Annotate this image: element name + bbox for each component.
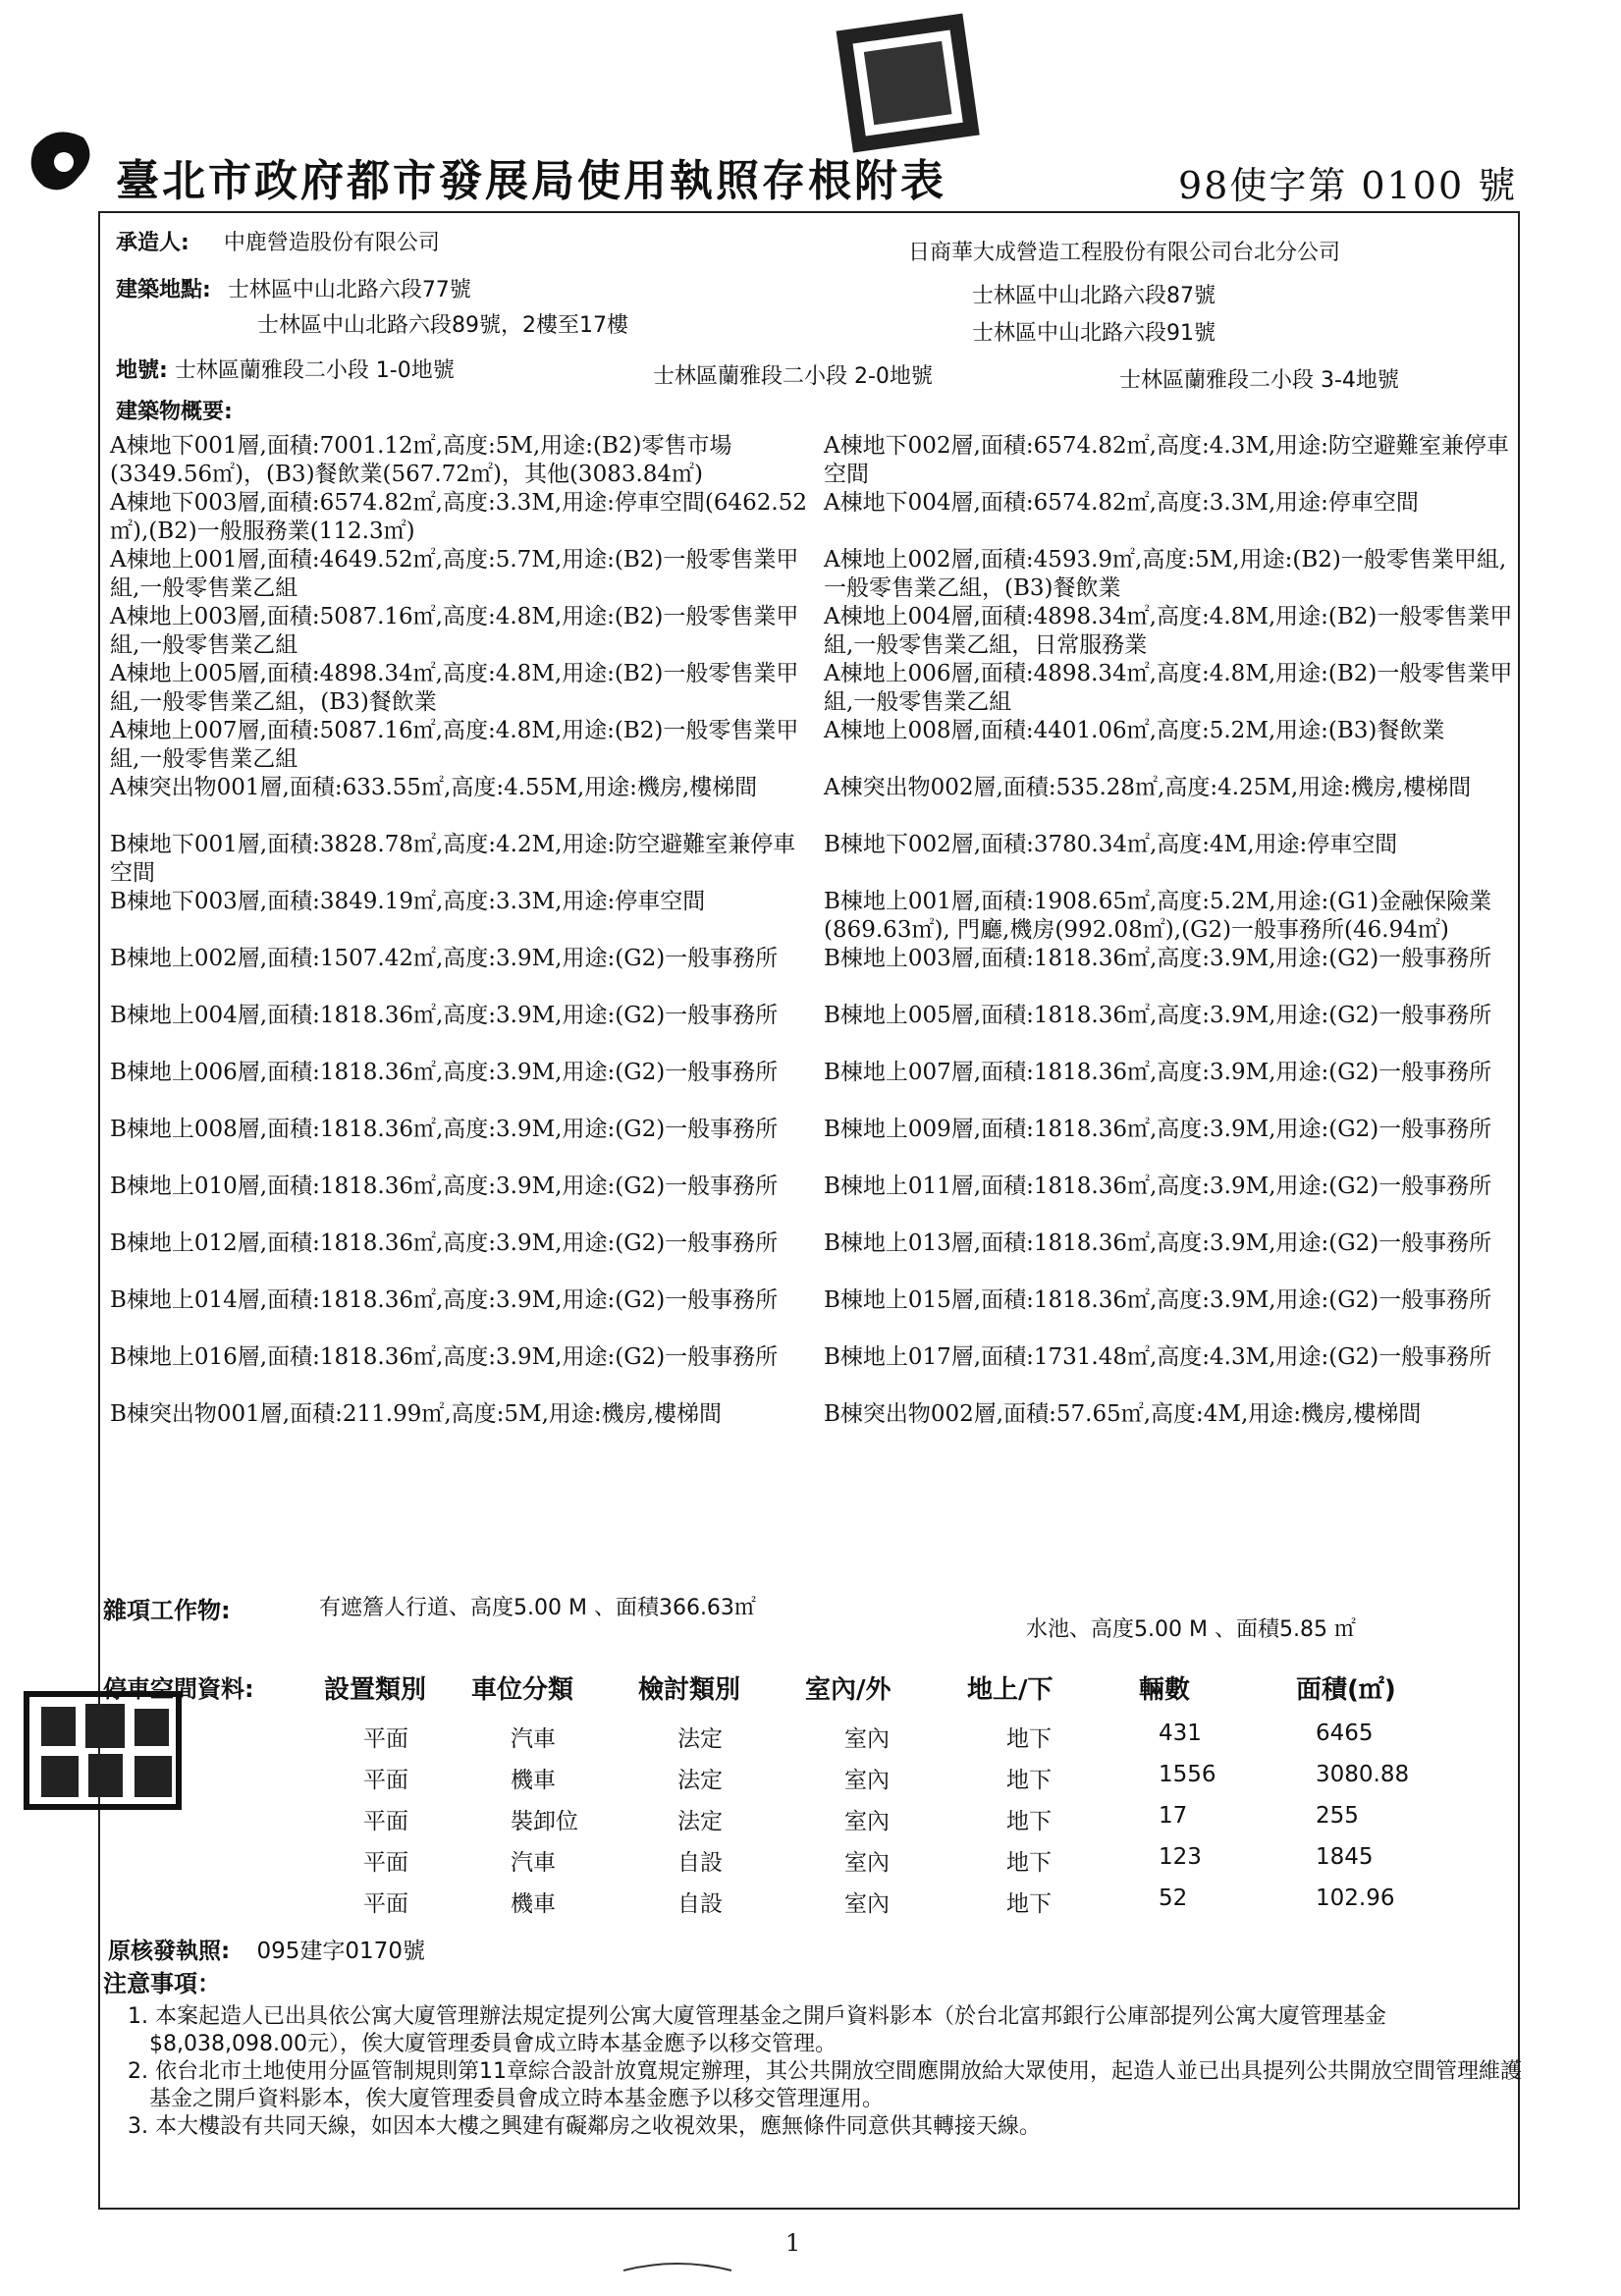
floor-entry: B棟地上014層,面積:1818.36㎡,高度:3.9M,用途:(G2)一般事務所 <box>110 1287 779 1313</box>
parking-header: 面積(㎡) <box>1296 1675 1396 1705</box>
floor-entry: B棟地上007層,面積:1818.36㎡,高度:3.9M,用途:(G2)一般事務所 <box>824 1060 1492 1085</box>
builder-name-1: 中鹿營造股份有限公司 <box>223 231 440 255</box>
floor-entry: B棟地上006層,面積:1818.36㎡,高度:3.9M,用途:(G2)一般事務所 <box>110 1060 779 1085</box>
floor-entry: A棟地上008層,面積:4401.06㎡,高度:5.2M,用途:(B3)餐飲業 <box>824 718 1445 743</box>
parking-cell: 255 <box>1316 1803 1359 1829</box>
parking-cell: 1556 <box>1159 1762 1216 1787</box>
parking-cell: 地下 <box>1006 1850 1052 1876</box>
parking-cell: 裝卸位 <box>511 1809 578 1834</box>
parking-cell: 52 <box>1159 1886 1188 1911</box>
site-row <box>116 273 471 303</box>
floor-entry: B棟地上017層,面積:1731.48㎡,高度:4.3M,用途:(G2)一般事務所 <box>824 1344 1492 1370</box>
floor-entry: A棟地下001層,面積:7001.12㎡,高度:5M,用途:(B2)零售市場(3349.56㎡)，(B3)餐飲業(567.72㎡)，其他(3083.84㎡) <box>110 433 732 487</box>
parking-header: 輛數 <box>1139 1675 1191 1705</box>
floor-entry: B棟地上001層,面積:1908.65㎡,高度:5.2M,用途:(G1)金融保險業(869.63㎡), 門廳,機房(992.08㎡),(G2)一般事務所(46.94㎡) <box>824 889 1492 943</box>
parking-cell: 法定 <box>677 1809 723 1834</box>
notes-list <box>128 2003 1522 2141</box>
parking-cell: 法定 <box>677 1726 723 1752</box>
parking-cell: 機車 <box>511 1768 556 1793</box>
builder-row <box>116 226 440 256</box>
floor-entry: A棟突出物002層,面積:535.28㎡,高度:4.25M,用途:機房,樓梯間 <box>824 775 1472 800</box>
floor-entry: A棟地上001層,面積:4649.52㎡,高度:5.7M,用途:(B2)一般零售業甲組,一般零售業乙組 <box>110 547 799 601</box>
parking-cell: 17 <box>1159 1803 1188 1829</box>
parking-cell: 1845 <box>1316 1844 1374 1870</box>
original-permit-label: 原核發執照: <box>108 1939 231 1964</box>
floor-entry: B棟地上008層,面積:1818.36㎡,高度:3.9M,用途:(G2)一般事務所 <box>110 1117 779 1142</box>
builder-name-2: 日商華大成營造工程股份有限公司台北分公司 <box>908 241 1341 265</box>
parking-cell: 室內 <box>844 1891 890 1917</box>
note-item: 1. 本案起造人已出具依公寓大廈管理辦法規定提列公寓大廈管理基金之開戶資料影本（於台北富邦銀行公庫部提列公寓大廈管理基金$8,038,098.00元），俟大廈管理委員會成立時本基金應予以移交管理。 <box>128 2004 1386 2056</box>
misc-item-1: 有遮簷人行道、高度5.00 M 、面積366.63㎡ <box>319 1596 756 1620</box>
floor-entry: B棟地上013層,面積:1818.36㎡,高度:3.9M,用途:(G2)一般事務所 <box>824 1230 1492 1256</box>
parking-cell: 123 <box>1159 1844 1202 1870</box>
page-number: 1 <box>785 2229 801 2257</box>
floor-entry: A棟地上005層,面積:4898.34㎡,高度:4.8M,用途:(B2)一般零售業甲組,一般零售業乙組，(B3)餐飲業 <box>110 661 799 715</box>
lot-1: 士林區蘭雅段二小段 1-0地號 <box>174 358 455 383</box>
parking-cell: 汽車 <box>511 1726 556 1752</box>
overview-label: 建築物概要: <box>116 400 233 424</box>
floor-entry: B棟地上015層,面積:1818.36㎡,高度:3.9M,用途:(G2)一般事務所 <box>824 1287 1492 1313</box>
floor-entry: B棟地上011層,面積:1818.36㎡,高度:3.9M,用途:(G2)一般事務所 <box>824 1174 1492 1199</box>
parking-cell: 室內 <box>844 1726 890 1752</box>
site-label: 建築地點: <box>116 278 211 302</box>
floor-entry: A棟突出物001層,面積:633.55㎡,高度:4.55M,用途:機房,樓梯間 <box>110 775 758 800</box>
site-address-2: 士林區中山北路六段89號，2樓至17樓 <box>257 313 628 338</box>
parking-cell: 平面 <box>363 1726 408 1752</box>
parking-cell: 地下 <box>1006 1809 1052 1834</box>
floor-entry: B棟突出物001層,面積:211.99㎡,高度:5M,用途:機房,樓梯間 <box>110 1401 722 1427</box>
site-address-4: 士林區中山北路六段91號 <box>972 321 1216 346</box>
notes-label: 注意事項： <box>103 1970 221 1997</box>
floor-entry: A棟地上002層,面積:4593.9㎡,高度:5M,用途:(B2)一般零售業甲組,一般零售業乙組，(B3)餐飲業 <box>824 547 1507 601</box>
floor-entry: A棟地上006層,面積:4898.34㎡,高度:4.8M,用途:(B2)一般零售業甲組,一般零售業乙組 <box>824 661 1513 715</box>
site-address-1: 士林區中山北路六段77號 <box>227 278 471 302</box>
parking-header: 檢討類別 <box>638 1675 741 1705</box>
parking-cell: 3080.88 <box>1316 1762 1410 1787</box>
lot-label: 地號: <box>116 358 168 383</box>
floor-entry: B棟地上004層,面積:1818.36㎡,高度:3.9M,用途:(G2)一般事務所 <box>110 1003 779 1028</box>
parking-cell: 機車 <box>511 1891 556 1917</box>
parking-cell: 汽車 <box>511 1850 556 1876</box>
scan-mark-icon <box>619 2259 736 2278</box>
original-permit-value: 095建字0170號 <box>256 1939 425 1964</box>
floor-entry: B棟地下001層,面積:3828.78㎡,高度:4.2M,用途:防空避難室兼停車空間 <box>110 832 796 886</box>
parking-cell: 102.96 <box>1316 1886 1395 1911</box>
parking-cell: 431 <box>1159 1721 1202 1746</box>
floor-entry: B棟地上003層,面積:1818.36㎡,高度:3.9M,用途:(G2)一般事務所 <box>824 946 1492 971</box>
parking-header: 地上/下 <box>967 1675 1054 1705</box>
note-item: 2. 依台北市土地使用分區管制規則第11章綜合設計放寬規定辦理，其公共開放空間應開放給大眾使用，起造人並已出具提列公共開放空間管理維護基金之開戶資料影本，俟大廈管理委員會成立時本基金應予以移交管理運用。 <box>128 2059 1522 2111</box>
lot-3: 士林區蘭雅段二小段 3-4地號 <box>1119 368 1399 393</box>
binding-mark-icon <box>25 118 103 206</box>
parking-cell: 平面 <box>363 1850 408 1876</box>
floor-entry: B棟地下003層,面積:3849.19㎡,高度:3.3M,用途:停車空間 <box>110 889 706 914</box>
floor-entry: B棟地上002層,面積:1507.42㎡,高度:3.9M,用途:(G2)一般事務所 <box>110 946 779 971</box>
misc-item-2: 水池、高度5.00 M 、面積5.85 ㎡ <box>1026 1617 1356 1642</box>
floor-entry: B棟突出物002層,面積:57.65㎡,高度:4M,用途:機房,樓梯間 <box>824 1401 1422 1427</box>
parking-cell: 6465 <box>1316 1721 1374 1746</box>
floor-entry: B棟地上009層,面積:1818.36㎡,高度:3.9M,用途:(G2)一般事務所 <box>824 1117 1492 1142</box>
note-item: 3. 本大樓設有共同天線，如因本大樓之興建有礙鄰房之收視效果，應無條件同意供其轉接天線。 <box>128 2114 1041 2139</box>
lot-row <box>116 354 455 384</box>
floor-entry: B棟地上010層,面積:1818.36㎡,高度:3.9M,用途:(G2)一般事務所 <box>110 1174 779 1199</box>
parking-cell: 平面 <box>363 1768 408 1793</box>
seal-stamp-icon <box>22 1689 184 1812</box>
floor-entry: A棟地下003層,面積:6574.82㎡,高度:3.3M,用途:停車空間(6462.52㎡),(B2)一般服務業(112.3㎡) <box>110 490 808 544</box>
parking-header: 室內/外 <box>805 1675 892 1705</box>
document-number: 98使字第 0100 號 <box>1178 164 1518 207</box>
parking-cell: 地下 <box>1006 1891 1052 1917</box>
parking-cell: 室內 <box>844 1809 890 1834</box>
misc-label: 雜項工作物: <box>103 1597 231 1624</box>
floor-entry: A棟地上004層,面積:4898.34㎡,高度:4.8M,用途:(B2)一般零售業甲組,一般零售業乙組，日常服務業 <box>824 604 1513 658</box>
parking-cell: 地下 <box>1006 1726 1052 1752</box>
parking-cell: 自設 <box>677 1891 723 1917</box>
floor-entry: B棟地上005層,面積:1818.36㎡,高度:3.9M,用途:(G2)一般事務所 <box>824 1003 1492 1028</box>
floor-entry: A棟地下002層,面積:6574.82㎡,高度:4.3M,用途:防空避難室兼停車空間 <box>824 433 1509 487</box>
parking-cell: 自設 <box>677 1850 723 1876</box>
floor-entry: B棟地上016層,面積:1818.36㎡,高度:3.9M,用途:(G2)一般事務所 <box>110 1344 779 1370</box>
floor-entry: A棟地下004層,面積:6574.82㎡,高度:3.3M,用途:停車空間 <box>824 490 1419 516</box>
lot-2: 士林區蘭雅段二小段 2-0地號 <box>653 364 933 389</box>
page-title: 臺北市政府都市發展局使用執照存根附表 <box>116 156 946 206</box>
site-address-3: 士林區中山北路六段87號 <box>972 284 1216 308</box>
parking-cell: 室內 <box>844 1768 890 1793</box>
parking-cell: 平面 <box>363 1809 408 1834</box>
original-permit-row <box>108 1933 425 1965</box>
parking-label: 停車空間資料: <box>103 1675 254 1703</box>
parking-cell: 室內 <box>844 1850 890 1876</box>
floor-entry: A棟地上007層,面積:5087.16㎡,高度:4.8M,用途:(B2)一般零售業甲組,一般零售業乙組 <box>110 718 799 772</box>
floor-entry: A棟地上003層,面積:5087.16㎡,高度:4.8M,用途:(B2)一般零售業甲組,一般零售業乙組 <box>110 604 799 658</box>
parking-header: 車位分類 <box>471 1675 574 1705</box>
parking-cell: 地下 <box>1006 1768 1052 1793</box>
floor-entry: B棟地上012層,面積:1818.36㎡,高度:3.9M,用途:(G2)一般事務所 <box>110 1230 779 1256</box>
parking-cell: 平面 <box>363 1891 408 1917</box>
builder-label: 承造人: <box>116 231 189 255</box>
parking-cell: 法定 <box>677 1768 723 1793</box>
floor-entry: B棟地下002層,面積:3780.34㎡,高度:4M,用途:停車空間 <box>824 832 1398 857</box>
parking-header: 設置類別 <box>324 1675 427 1705</box>
seal-stamp-icon <box>825 12 992 159</box>
